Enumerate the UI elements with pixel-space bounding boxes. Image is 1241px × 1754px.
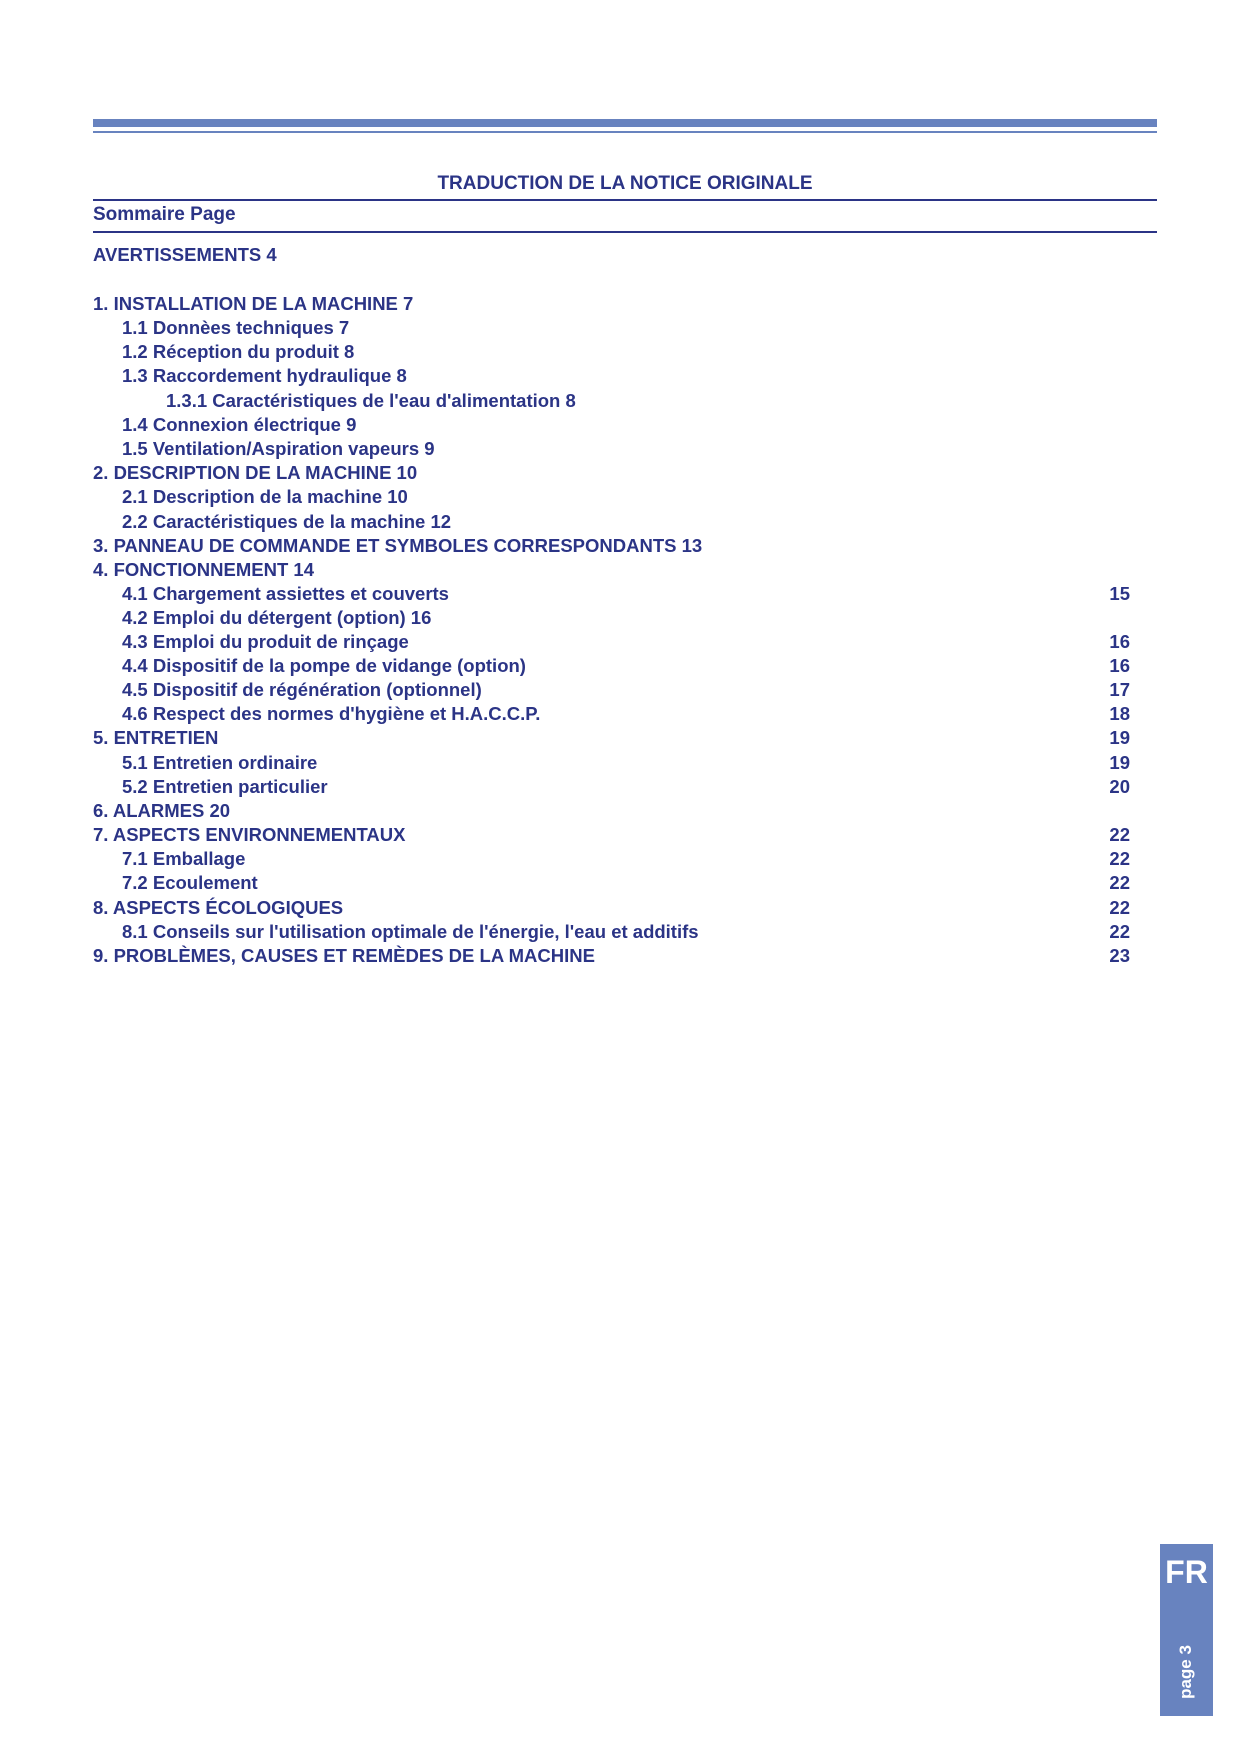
toc-entry — [0, 438, 1241, 462]
page-number-label: page 3 — [1176, 1645, 1195, 1699]
language-tab — [1160, 1544, 1213, 1716]
toc-entry — [0, 414, 1241, 438]
toc-entry-title: 1.3 Raccordement hydraulique 8 — [122, 365, 407, 386]
toc-entry — [0, 583, 1241, 607]
toc-entry — [0, 462, 1241, 486]
toc-entry — [0, 559, 1241, 583]
toc-entry-title: 9. PROBLÈMES, CAUSES ET REMÈDES DE LA MACHINE — [93, 945, 595, 966]
toc-entry-title: 4.3 Emploi du produit de rinçage — [122, 631, 409, 652]
toc-entry — [0, 607, 1241, 631]
toc-entry-title: 4.2 Emploi du détergent (option) 16 — [122, 607, 432, 628]
toc-entry — [0, 703, 1241, 727]
toc-entry-page: 22 — [1109, 848, 1130, 869]
toc-entry — [0, 365, 1241, 389]
toc-entry-title: 3. PANNEAU DE COMMANDE ET SYMBOLES CORRESPONDANTS 13 — [93, 535, 703, 556]
toc-entry — [0, 535, 1241, 559]
toc-entry-title: 6. ALARMES 20 — [93, 800, 231, 821]
toc-entry-title: 4.5 Dispositif de régénération (optionnel) — [122, 679, 482, 700]
toc-entry-page: 22 — [1109, 921, 1130, 942]
toc-entry-title: 1.4 Connexion électrique 9 — [122, 414, 357, 435]
toc-entry — [0, 872, 1241, 896]
toc-entry — [0, 655, 1241, 679]
toc-entry-page: 19 — [1109, 752, 1130, 773]
top-accent-bar — [93, 119, 1157, 127]
toc-entry-page: 22 — [1109, 872, 1130, 893]
toc-entry-title: 5.2 Entretien particulier — [122, 776, 328, 797]
toc-entry-title: 2.1 Description de la machine 10 — [122, 486, 408, 507]
toc-entry-title: 5. ENTRETIEN — [93, 727, 219, 748]
toc-entry-title: 7. ASPECTS ENVIRONNEMENTAUX — [93, 824, 406, 845]
toc-entry-title: 1.1 Donnèes techniques 7 — [122, 317, 350, 338]
toc-entry — [0, 921, 1241, 945]
toc-entry-title: 4.1 Chargement assiettes et couverts — [122, 583, 449, 604]
toc-entry-page: 16 — [1109, 655, 1130, 676]
toc-entry — [0, 848, 1241, 872]
toc-entry-page: 19 — [1109, 727, 1130, 748]
toc-entry-page: 15 — [1109, 583, 1130, 604]
toc-entry — [0, 727, 1241, 751]
toc-entry-title: 1.3.1 Caractéristiques de l'eau d'alimentation 8 — [166, 390, 576, 411]
toc-entry-title: 2. DESCRIPTION DE LA MACHINE 10 — [93, 462, 418, 483]
toc-entry-title: 1.5 Ventilation/Aspiration vapeurs 9 — [122, 438, 435, 459]
toc-entry-title: 4. FONCTIONNEMENT 14 — [93, 559, 314, 580]
toc-entry — [0, 945, 1241, 969]
toc-entry — [0, 897, 1241, 921]
toc-entry — [0, 776, 1241, 800]
toc-entry-page: 22 — [1109, 824, 1130, 845]
toc-entry — [0, 752, 1241, 776]
toc-entry-title: AVERTISSEMENTS 4 — [93, 244, 277, 265]
toc-entry-page: 22 — [1109, 897, 1130, 918]
toc-entry-page: 18 — [1109, 703, 1130, 724]
toc-entry — [0, 679, 1241, 703]
toc-entry-title: 1.2 Réception du produit 8 — [122, 341, 355, 362]
toc-entry-title: 8.1 Conseils sur l'utilisation optimale de l'énergie, l'eau et additifs — [122, 921, 699, 942]
title-divider — [93, 199, 1157, 201]
toc-entry-title: 8. ASPECTS ÉCOLOGIQUES — [93, 897, 344, 918]
toc-entry-page: 17 — [1109, 679, 1130, 700]
toc-entry — [0, 511, 1241, 535]
toc-entry — [0, 293, 1241, 317]
language-label: FR — [1165, 1554, 1208, 1590]
toc-entry-page: 20 — [1109, 776, 1130, 797]
toc-entry-title: 2.2 Caractéristiques de la machine 12 — [122, 511, 452, 532]
toc-entry-page: 23 — [1109, 945, 1130, 966]
toc-entry-title: 1. INSTALLATION DE LA MACHINE 7 — [93, 293, 414, 314]
toc-entry-title: 7.2 Ecoulement — [122, 872, 258, 893]
toc-entry — [0, 317, 1241, 341]
toc-entry — [0, 631, 1241, 655]
toc-entry — [0, 486, 1241, 510]
toc-entry-title: 4.4 Dispositif de la pompe de vidange (option) — [122, 655, 526, 676]
summary-heading: Sommaire Page — [93, 204, 236, 225]
summary-divider — [93, 231, 1157, 233]
toc-entry-title: 7.1 Emballage — [122, 848, 246, 869]
top-accent-rule — [93, 131, 1157, 133]
toc-entry-title: 4.6 Respect des normes d'hygiène et H.A.C.C.P. — [122, 703, 541, 724]
toc-entry — [0, 390, 1241, 414]
toc-entry-title: 5.1 Entretien ordinaire — [122, 752, 318, 773]
document-title: TRADUCTION DE LA NOTICE ORIGINALE — [437, 173, 813, 194]
toc-entry — [0, 824, 1241, 848]
toc-entry — [0, 341, 1241, 365]
toc-entry — [0, 800, 1241, 824]
toc-entry-page: 16 — [1109, 631, 1130, 652]
toc-entry — [0, 244, 1241, 268]
